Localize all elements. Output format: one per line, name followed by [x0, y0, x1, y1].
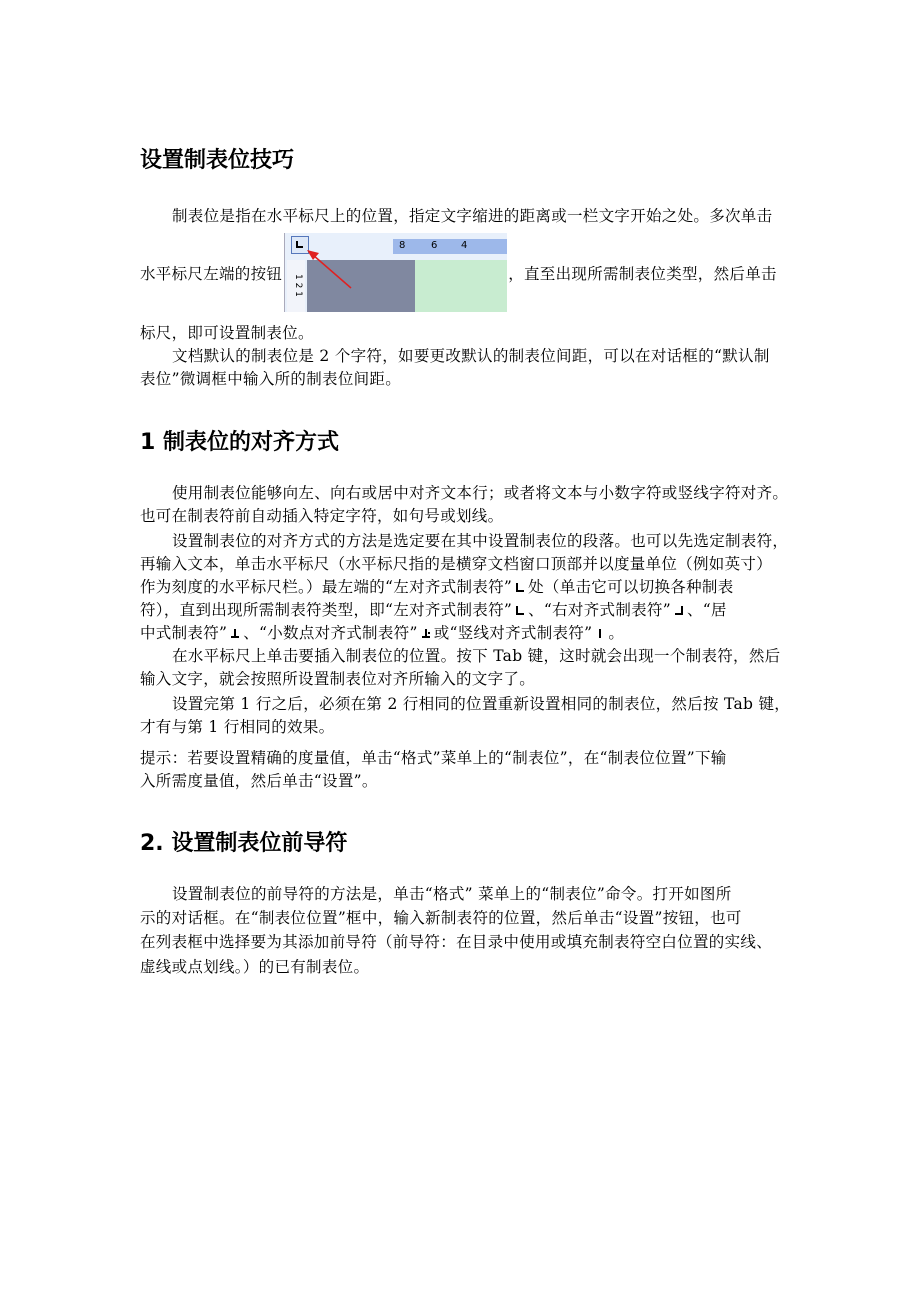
paragraph-line: 表位”微调框中输入所的制表位间距。: [140, 370, 402, 388]
ruler-number: 8: [399, 240, 406, 251]
text: 、“右对齐式制表符”: [528, 601, 671, 619]
decimal-tab-icon: [422, 629, 430, 638]
section-heading: 2. 设置制表位前导符: [140, 831, 348, 856]
ruler-number: 6: [431, 240, 438, 251]
paragraph-line: 设置完第 1 行之后，必须在第 2 行相同的位置重新设置相同的制表位，然后按 Tab 键，: [172, 695, 791, 713]
tip-line: 提示：若要设置精确的度量值，单击“格式”菜单上的“制表位”，在“制表位位置”下输: [140, 749, 727, 767]
text: 中式制表符”: [140, 624, 228, 642]
paragraph-line: 制表位是指在水平标尺上的位置，指定文字缩进的距离或一栏文字开始之处。多次单击: [172, 207, 773, 225]
paragraph-line: 才有与第 1 行相同的效果。: [140, 718, 335, 736]
tip-line: 入所需度量值，然后单击“设置”。: [140, 772, 378, 790]
text: 符），直到出现所需制表符类型，即“左对齐式制表符”: [140, 601, 513, 619]
paragraph-line: [140, 623, 785, 643]
ruler-number: 4: [461, 240, 468, 251]
section-heading: 1 制表位的对齐方式: [140, 430, 339, 455]
paragraph-line: 在水平标尺上单击要插入制表位的位置。按下 Tab 键，这时就会出现一个制表符，然后: [172, 647, 781, 665]
vertical-ruler: 1 2 1: [287, 260, 305, 312]
paragraph-line: 再输入文本，单击水平标尺（水平标尺指的是横穿文档窗口顶部并以度量单位（例如英寸）: [140, 555, 773, 573]
ruler-screenshot-image: [284, 233, 507, 312]
text: 处（单击它可以切换各种制表: [528, 578, 734, 596]
text: 或“竖线对齐式制表符”: [433, 624, 593, 642]
text: ，直至出现所需制表位类型，然后单击: [508, 265, 777, 283]
paragraph-line: 虚线或点划线。）的已有制表位。: [140, 958, 370, 976]
left-tab-icon: [516, 583, 524, 592]
paragraph-line: 使用制表位能够向左、向右或居中对齐文本行；或者将文本与小数字符或竖线字符对齐。: [172, 484, 789, 502]
text: 水平标尺左端的按钮: [140, 265, 283, 283]
left-tab-icon: [516, 606, 524, 615]
center-tab-icon: [231, 629, 239, 638]
paragraph-line: 示的对话框。在“制表位位置”框中，输入新制表符的位置，然后单击“设置”按钮，也可: [140, 909, 742, 927]
paragraph-line: 也可在制表符前自动插入特定字符，如句号或划线。: [140, 507, 504, 525]
paragraph-line: 设置制表位的前导符的方法是，单击“格式” 菜单上的“制表位”命令。打开如图所: [172, 885, 732, 903]
paragraph-line: [140, 577, 785, 597]
right-tab-icon: [675, 606, 683, 615]
paragraph-line: 设置制表位的对齐方式的方法是选定要在其中设置制表位的段落。也可以先选定制表符，: [172, 532, 789, 550]
paragraph-line: [140, 600, 785, 620]
text: 、“居: [686, 601, 727, 619]
text: 作为刻度的水平标尺栏。）最左端的“左对齐式制表符”: [140, 578, 513, 596]
paragraph-line: 输入文字，就会按照所设置制表位对齐所输入的文字了。: [140, 670, 536, 688]
text: 。: [608, 624, 625, 642]
red-arrow-icon: [285, 233, 507, 312]
text: 、“小数点对齐式制表符”: [243, 624, 418, 642]
paragraph-line: 在列表框中选择要为其添加前导符（前导符：在目录中使用或填充制表符空白位置的实线、: [140, 933, 773, 951]
paragraph-line: 标尺，即可设置制表位。: [140, 324, 314, 342]
paragraph-line: 文档默认的制表位是 2 个字符，如要更改默认的制表位间距，可以在对话框的“默认制: [172, 347, 770, 365]
page-title: 设置制表位技巧: [140, 148, 295, 173]
bar-tab-icon: [596, 629, 604, 638]
